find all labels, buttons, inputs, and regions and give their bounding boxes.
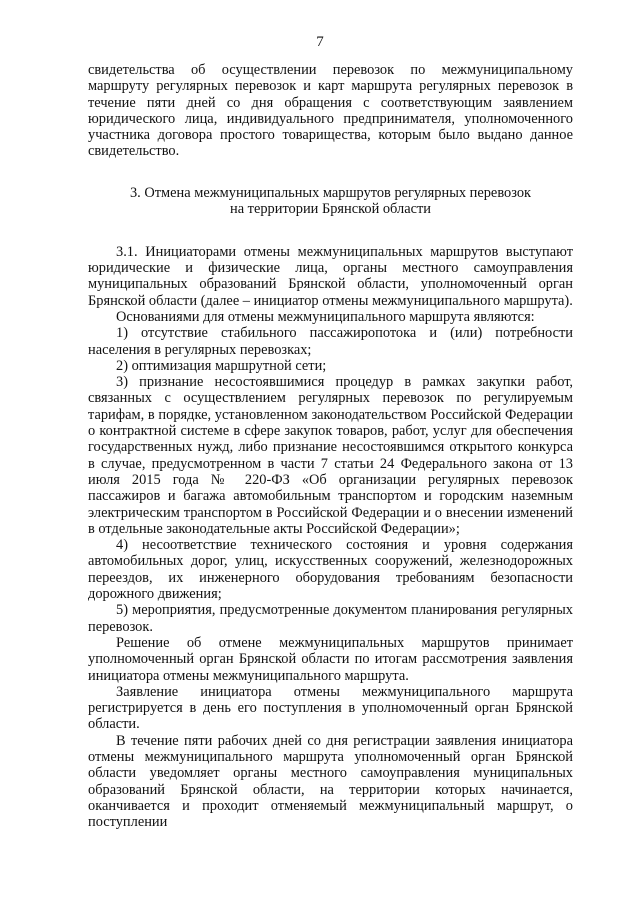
section-heading	[88, 185, 573, 218]
paragraph-notification: В течение пяти рабочих дней со дня регистрации заявления инициатора отмены межмуниципального маршрута уполномоченный орган Брянской области уведомляет органы местного самоуправления муниципальных образований Брянской области, на территории которых начинается, оканчивается и проходит отменяемый межмуниципальный маршрут, о поступлении	[88, 732, 573, 831]
list-item-4: 4) несоответствие технического состояния и уровня содержания автомобильных дорог, улиц, искусственных сооружений, железнодорожных переездов, их инженерного оборудования требованиям безопасности дорожного движения;	[88, 537, 573, 603]
list-item-3: 3) признание несостоявшимися процедур в рамках закупки работ, связанных с осуществлением регулярных перевозок по регулируемым тарифам, в порядке, установленном законодательством Российской Федерации о контрактной системе в сфере закупок товаров, работ, услуг для обеспечения государственных нужд, либо признание несостоявшимся открытого конкурса в случае, предусмотренном в части 7 статьи 24 Федерального закона от 13 июля 2015 года № 220-ФЗ «Об организации регулярных перевозок пассажиров и багажа автомобильным транспортом и городским наземным электрическим транспортом в Российской Федерации и о внесении изменений в отдельные законодательные акты Российской Федерации»;	[88, 374, 573, 537]
paragraph-grounds: Основаниями для отмены межмуниципального маршрута являются:	[116, 308, 535, 325]
paragraph-continuation: свидетельства об осуществлении перевозок по межмуниципальному маршруту регулярных перевозок и карт маршрута регулярных перевозок в течение пяти дней со дня обращения с соответствующим заявлением юридического лица, индивидуального предпринимателя, уполномоченного участника договора простого товарищества, которым было выдано данное свидетельство.	[88, 62, 573, 160]
paragraph-registration: Заявление инициатора отмены межмуниципального маршрута регистрируется в день его поступления в уполномоченный орган Брянской области.	[88, 683, 573, 733]
paragraph-decision: Решение об отмене межмуниципальных маршрутов принимает уполномоченный орган Брянской области по итогам рассмотрения заявления инициатора отмены межмуниципального маршрута.	[88, 634, 573, 684]
document-body	[88, 62, 573, 830]
page-number: 7	[316, 34, 324, 50]
list-item-2: 2) оптимизация маршрутной сети;	[116, 357, 327, 374]
section-heading-line-1: 3. Отмена межмуниципальных маршрутов регулярных перевозок	[129, 184, 532, 201]
list-item-5: 5) мероприятия, предусмотренные документом планирования регулярных перевозок.	[88, 602, 573, 635]
list-item-1: 1) отсутствие стабильного пассажиропотока и (или) потребности населения в регулярных перевозках;	[88, 325, 573, 358]
section-heading-line-2: на территории Брянской области	[230, 201, 431, 218]
paragraph-3-1: 3.1. Инициаторами отмены межмуниципальных маршрутов выступают юридические и физические лица, органы местного самоуправления муниципальных образований Брянской области, уполномоченный орган Брянской области (далее – инициатор отмены межмуниципального маршрута).	[88, 243, 573, 309]
